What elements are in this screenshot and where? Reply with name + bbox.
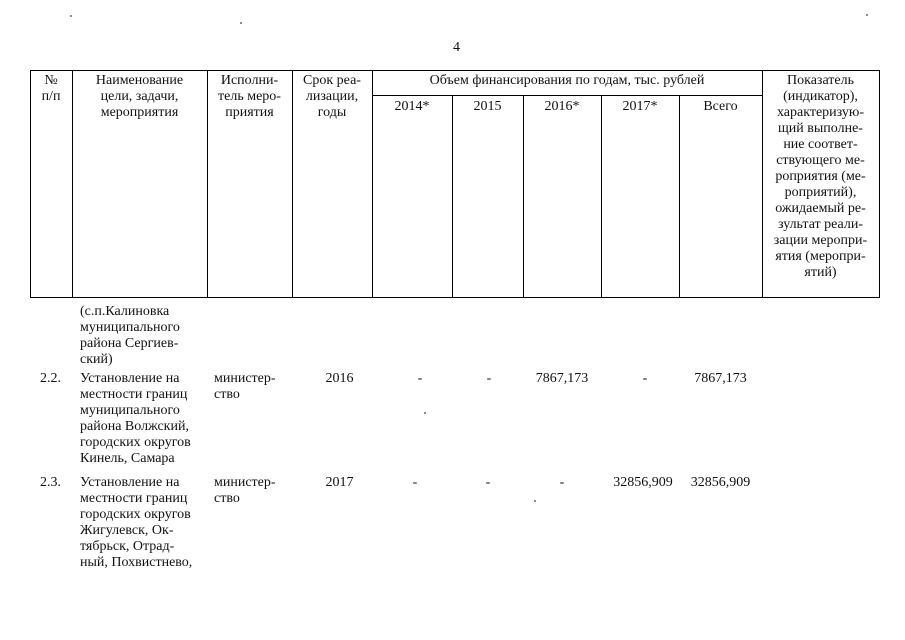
header-year-2016: 2016* xyxy=(544,99,580,114)
row-value-2015: - xyxy=(485,475,491,490)
header-funding: Объем финансирования по годам, тыс. рублей xyxy=(429,73,705,88)
row-value-2017: - xyxy=(642,371,648,386)
scan-speck xyxy=(866,14,868,16)
header-year-2014: 2014* xyxy=(394,99,430,114)
row-year: 2017 xyxy=(325,475,354,490)
row-value-2014: - xyxy=(412,475,418,490)
page-number: 4 xyxy=(453,40,460,55)
row-value-2017: 32856,909 xyxy=(613,475,673,490)
header-year-2015: 2015 xyxy=(473,99,502,114)
row-num: 2.2. xyxy=(40,371,61,386)
scan-speck xyxy=(534,500,536,502)
row-value-2014: - xyxy=(417,371,423,386)
header-total: Всего xyxy=(703,99,738,114)
scan-speck xyxy=(424,412,426,414)
row-value-2016: - xyxy=(559,475,565,490)
row-year: 2016 xyxy=(325,371,354,386)
row-num: 2.3. xyxy=(40,475,61,490)
scan-speck xyxy=(70,15,72,17)
row-total: 7867,173 xyxy=(694,371,747,386)
header-year-2017: 2017* xyxy=(622,99,658,114)
scan-speck xyxy=(240,22,242,24)
row-value-2015: - xyxy=(486,371,492,386)
row-total: 32856,909 xyxy=(690,475,751,490)
row-value-2016: 7867,173 xyxy=(535,371,589,386)
